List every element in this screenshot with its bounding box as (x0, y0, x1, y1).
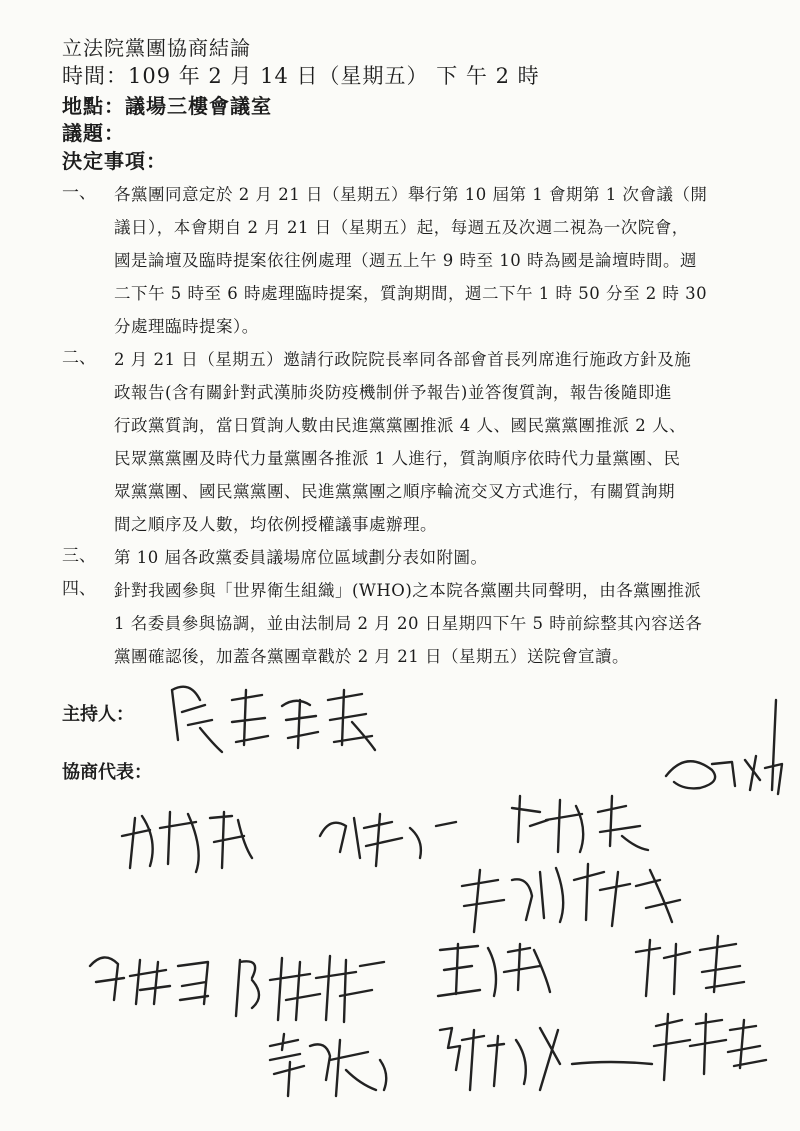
decisions-label: 決定事項： (62, 149, 167, 173)
item-line: 第 10 屆各政黨委員議場席位區域劃分表如附圖。 (114, 548, 488, 567)
place-value: 議場三樓會議室 (125, 94, 272, 118)
item-line: 行政黨質詢，當日質詢人數由民進黨黨團推派 4 人、國民黨黨團推派 2 人、 (114, 416, 686, 435)
item-line: 政報告(含有關針對武漢肺炎防疫機制併予報告)並答復質詢，報告後隨即進 (114, 383, 672, 402)
item-line: 議日），本會期自 2 月 21 日（星期五）起，每週五及次週二視為一次院會， (114, 218, 689, 237)
signature-row-2 (462, 864, 680, 932)
item-number: 三、 (62, 546, 96, 566)
item-line: 間之順序及人數，均依例授權議事處辦理。 (114, 515, 437, 534)
item-line: 二下午 5 時至 6 時處理臨時提案，質詢期間，週二下午 1 時 50 分至 2 時 30 (114, 284, 708, 303)
item-number: 四、 (62, 579, 96, 599)
item-line: 眾黨黨團、國民黨黨團、民進黨黨團之順序輪流交叉方式進行，有關質詢期 (114, 482, 675, 501)
item-number: 一、 (62, 183, 96, 203)
host-label: 主持人： (62, 704, 134, 725)
representatives-label: 協商代表： (62, 762, 152, 783)
item-line: 民眾黨黨團及時代力量黨團各推派 1 人進行，質詢順序依時代力量黨團、民 (114, 449, 681, 468)
item-line: 1 名委員參與協調，並由法制局 2 月 20 日星期四下午 5 時前綜整其內容送各 (114, 614, 703, 633)
item-line: 2 月 21 日（星期五）邀請行政院院長率同各部會首長列席進行施政方針及施 (114, 350, 692, 369)
signature-row-3 (90, 936, 744, 1022)
item-line: 國是論壇及臨時提案依往例處理（週五上午 9 時至 10 時為國是論壇時間。週 (114, 251, 697, 270)
signature-top-right (666, 700, 782, 794)
item-line: 針對我國參與「世界衛生組織」(WHO)之本院各黨團共同聲明，由各黨團推派 (114, 581, 702, 600)
place-label: 地點： (62, 94, 125, 118)
document-title: 立法院黨團協商結論 (62, 36, 251, 60)
item-line: 黨團確認後，加蓋各黨團章戳於 2 月 21 日（星期五）送院會宣讀。 (114, 647, 629, 666)
time-label: 時間： (62, 64, 128, 88)
item-line: 分處理臨時提案）。 (114, 317, 259, 336)
signature-row-4 (270, 1014, 766, 1096)
time-value: 109 年 2 月 14 日（星期五） 下 午 2 時 (128, 64, 540, 88)
host-signature (172, 687, 375, 752)
item-line: 各黨團同意定於 2 月 21 日（星期五）舉行第 10 屆第 1 會期第 1 次會議（開 (114, 185, 708, 204)
signature-row-1 (122, 796, 648, 872)
item-number: 二、 (62, 348, 96, 368)
topic-label: 議題： (62, 121, 125, 145)
